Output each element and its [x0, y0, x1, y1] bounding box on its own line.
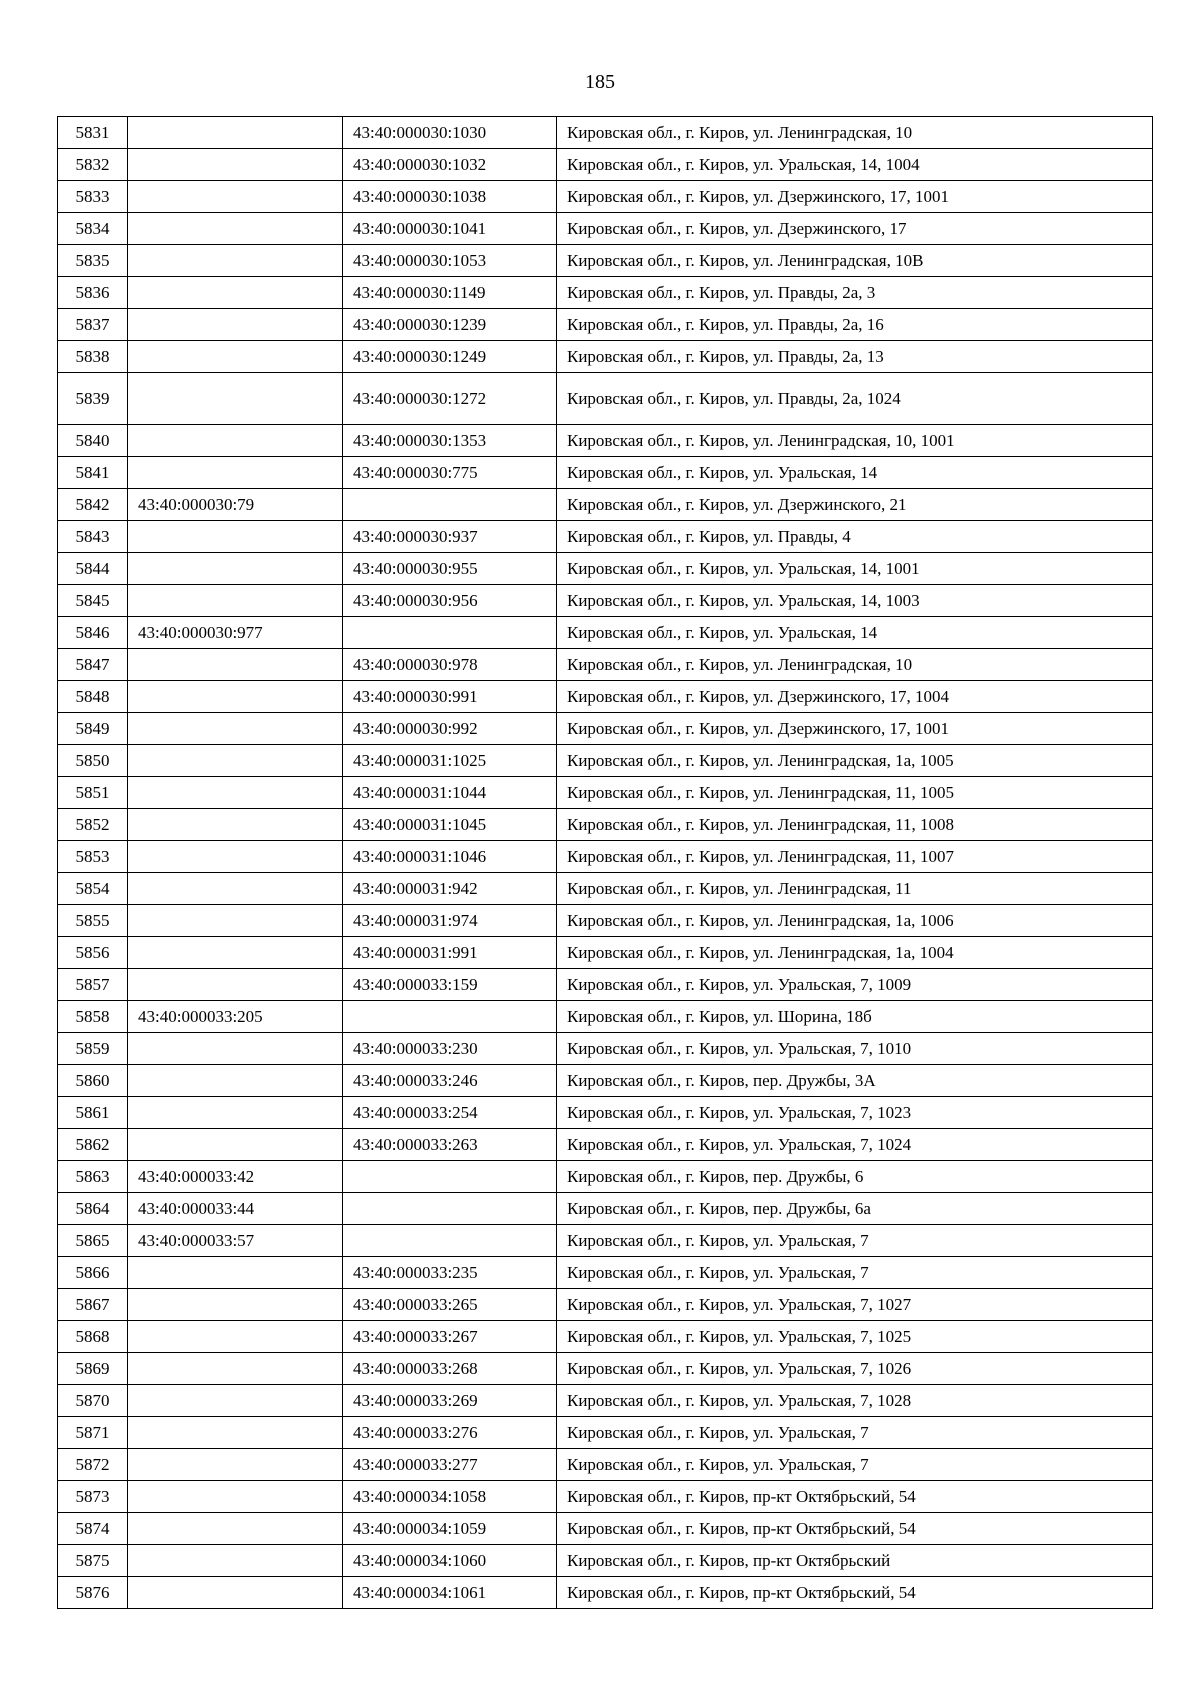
row-number-cell: 5839 [58, 373, 128, 425]
address-cell: Кировская обл., г. Киров, ул. Ленинградская, 10 [557, 117, 1153, 149]
building-cadastral-number-cell: 43:40:000030:1272 [343, 373, 557, 425]
row-number-cell: 5863 [58, 1161, 128, 1193]
parcel-cadastral-number-cell [128, 713, 343, 745]
row-number-cell: 5864 [58, 1193, 128, 1225]
building-cadastral-number-cell: 43:40:000031:1025 [343, 745, 557, 777]
address-cell: Кировская обл., г. Киров, ул. Уральская, 14, 1003 [557, 585, 1153, 617]
address-cell: Кировская обл., г. Киров, пер. Дружбы, 3А [557, 1065, 1153, 1097]
row-number-cell: 5838 [58, 341, 128, 373]
building-cadastral-number-cell: 43:40:000033:263 [343, 1129, 557, 1161]
parcel-cadastral-number-cell [128, 181, 343, 213]
building-cadastral-number-cell: 43:40:000033:267 [343, 1321, 557, 1353]
building-cadastral-number-cell: 43:40:000030:1041 [343, 213, 557, 245]
address-cell: Кировская обл., г. Киров, ул. Уральская, 14 [557, 617, 1153, 649]
page-number: 185 [585, 71, 615, 93]
building-cadastral-number-cell: 43:40:000031:1046 [343, 841, 557, 873]
address-cell: Кировская обл., г. Киров, пр-кт Октябрьский, 54 [557, 1481, 1153, 1513]
address-cell: Кировская обл., г. Киров, ул. Дзержинского, 17, 1001 [557, 181, 1153, 213]
row-number-cell: 5867 [58, 1289, 128, 1321]
address-cell: Кировская обл., г. Киров, ул. Уральская, 7 [557, 1225, 1153, 1257]
address-cell: Кировская обл., г. Киров, ул. Уральская, 14 [557, 457, 1153, 489]
address-cell: Кировская обл., г. Киров, ул. Уральская, 7, 1024 [557, 1129, 1153, 1161]
address-cell: Кировская обл., г. Киров, ул. Уральская, 7, 1009 [557, 969, 1153, 1001]
parcel-cadastral-number-cell [128, 521, 343, 553]
building-cadastral-number-cell: 43:40:000033:159 [343, 969, 557, 1001]
building-cadastral-number-cell: 43:40:000034:1060 [343, 1545, 557, 1577]
registry-table [57, 116, 1153, 1609]
building-cadastral-number-cell: 43:40:000034:1058 [343, 1481, 557, 1513]
building-cadastral-number-cell: 43:40:000030:937 [343, 521, 557, 553]
row-number-cell: 5866 [58, 1257, 128, 1289]
parcel-cadastral-number-cell [128, 873, 343, 905]
row-number-cell: 5859 [58, 1033, 128, 1065]
row-number-cell: 5845 [58, 585, 128, 617]
table-row [58, 649, 1153, 681]
building-cadastral-number-cell: 43:40:000030:956 [343, 585, 557, 617]
building-cadastral-number-cell [343, 1225, 557, 1257]
table-row [58, 617, 1153, 649]
parcel-cadastral-number-cell [128, 1065, 343, 1097]
building-cadastral-number-cell: 43:40:000031:1045 [343, 809, 557, 841]
row-number-cell: 5842 [58, 489, 128, 521]
parcel-cadastral-number-cell: 43:40:000033:42 [128, 1161, 343, 1193]
parcel-cadastral-number-cell [128, 1129, 343, 1161]
building-cadastral-number-cell: 43:40:000033:246 [343, 1065, 557, 1097]
table-row [58, 1257, 1153, 1289]
parcel-cadastral-number-cell [128, 1097, 343, 1129]
address-cell: Кировская обл., г. Киров, ул. Дзержинского, 17, 1004 [557, 681, 1153, 713]
building-cadastral-number-cell: 43:40:000031:942 [343, 873, 557, 905]
address-cell: Кировская обл., г. Киров, ул. Уральская, 7, 1023 [557, 1097, 1153, 1129]
address-cell: Кировская обл., г. Киров, ул. Ленинградская, 1а, 1005 [557, 745, 1153, 777]
row-number-cell: 5871 [58, 1417, 128, 1449]
row-number-cell: 5833 [58, 181, 128, 213]
parcel-cadastral-number-cell [128, 1321, 343, 1353]
row-number-cell: 5832 [58, 149, 128, 181]
row-number-cell: 5857 [58, 969, 128, 1001]
parcel-cadastral-number-cell [128, 745, 343, 777]
parcel-cadastral-number-cell [128, 1577, 343, 1609]
building-cadastral-number-cell: 43:40:000033:269 [343, 1385, 557, 1417]
row-number-cell: 5831 [58, 117, 128, 149]
building-cadastral-number-cell: 43:40:000033:268 [343, 1353, 557, 1385]
row-number-cell: 5835 [58, 245, 128, 277]
building-cadastral-number-cell: 43:40:000033:230 [343, 1033, 557, 1065]
row-number-cell: 5876 [58, 1577, 128, 1609]
table-row [58, 373, 1153, 425]
row-number-cell: 5874 [58, 1513, 128, 1545]
address-cell: Кировская обл., г. Киров, пр-кт Октябрьский, 54 [557, 1513, 1153, 1545]
address-cell: Кировская обл., г. Киров, ул. Ленинградская, 11, 1005 [557, 777, 1153, 809]
table-row [58, 745, 1153, 777]
address-cell: Кировская обл., г. Киров, ул. Уральская, 7, 1028 [557, 1385, 1153, 1417]
table-row [58, 1449, 1153, 1481]
row-number-cell: 5875 [58, 1545, 128, 1577]
address-cell: Кировская обл., г. Киров, ул. Ленинградская, 11, 1008 [557, 809, 1153, 841]
table-row [58, 1513, 1153, 1545]
address-cell: Кировская обл., г. Киров, ул. Ленинградская, 10 [557, 649, 1153, 681]
parcel-cadastral-number-cell [128, 841, 343, 873]
table-row [58, 681, 1153, 713]
table-row [58, 873, 1153, 905]
address-cell: Кировская обл., г. Киров, пер. Дружбы, 6 [557, 1161, 1153, 1193]
row-number-cell: 5870 [58, 1385, 128, 1417]
address-cell: Кировская обл., г. Киров, ул. Дзержинского, 21 [557, 489, 1153, 521]
building-cadastral-number-cell: 43:40:000033:265 [343, 1289, 557, 1321]
table-row [58, 181, 1153, 213]
table-row [58, 809, 1153, 841]
table-row [58, 1161, 1153, 1193]
parcel-cadastral-number-cell [128, 1353, 343, 1385]
table-row [58, 937, 1153, 969]
table-row [58, 1065, 1153, 1097]
parcel-cadastral-number-cell [128, 341, 343, 373]
parcel-cadastral-number-cell [128, 969, 343, 1001]
table-row [58, 1545, 1153, 1577]
table-row [58, 1385, 1153, 1417]
row-number-cell: 5873 [58, 1481, 128, 1513]
parcel-cadastral-number-cell [128, 809, 343, 841]
building-cadastral-number-cell: 43:40:000033:254 [343, 1097, 557, 1129]
building-cadastral-number-cell: 43:40:000030:955 [343, 553, 557, 585]
row-number-cell: 5860 [58, 1065, 128, 1097]
parcel-cadastral-number-cell [128, 585, 343, 617]
parcel-cadastral-number-cell [128, 373, 343, 425]
row-number-cell: 5848 [58, 681, 128, 713]
address-cell: Кировская обл., г. Киров, пр-кт Октябрьский [557, 1545, 1153, 1577]
row-number-cell: 5853 [58, 841, 128, 873]
row-number-cell: 5847 [58, 649, 128, 681]
parcel-cadastral-number-cell [128, 1417, 343, 1449]
address-cell: Кировская обл., г. Киров, пер. Дружбы, 6а [557, 1193, 1153, 1225]
table-row [58, 1353, 1153, 1385]
row-number-cell: 5846 [58, 617, 128, 649]
building-cadastral-number-cell: 43:40:000030:775 [343, 457, 557, 489]
parcel-cadastral-number-cell [128, 1545, 343, 1577]
building-cadastral-number-cell: 43:40:000033:276 [343, 1417, 557, 1449]
parcel-cadastral-number-cell [128, 1289, 343, 1321]
building-cadastral-number-cell [343, 489, 557, 521]
table-row [58, 341, 1153, 373]
parcel-cadastral-number-cell [128, 553, 343, 585]
parcel-cadastral-number-cell: 43:40:000033:44 [128, 1193, 343, 1225]
parcel-cadastral-number-cell [128, 149, 343, 181]
row-number-cell: 5856 [58, 937, 128, 969]
address-cell: Кировская обл., г. Киров, ул. Уральская, 7 [557, 1257, 1153, 1289]
building-cadastral-number-cell: 43:40:000034:1059 [343, 1513, 557, 1545]
table-row [58, 457, 1153, 489]
parcel-cadastral-number-cell [128, 649, 343, 681]
parcel-cadastral-number-cell [128, 457, 343, 489]
building-cadastral-number-cell: 43:40:000031:991 [343, 937, 557, 969]
building-cadastral-number-cell: 43:40:000031:1044 [343, 777, 557, 809]
row-number-cell: 5837 [58, 309, 128, 341]
parcel-cadastral-number-cell [128, 1481, 343, 1513]
building-cadastral-number-cell: 43:40:000031:974 [343, 905, 557, 937]
address-cell: Кировская обл., г. Киров, ул. Ленинградская, 1а, 1006 [557, 905, 1153, 937]
address-cell: Кировская обл., г. Киров, ул. Дзержинского, 17 [557, 213, 1153, 245]
parcel-cadastral-number-cell [128, 905, 343, 937]
row-number-cell: 5843 [58, 521, 128, 553]
address-cell: Кировская обл., г. Киров, ул. Уральская, 7, 1025 [557, 1321, 1153, 1353]
table-row [58, 277, 1153, 309]
building-cadastral-number-cell: 43:40:000030:1030 [343, 117, 557, 149]
table-row [58, 841, 1153, 873]
table-row [58, 713, 1153, 745]
row-number-cell: 5836 [58, 277, 128, 309]
parcel-cadastral-number-cell [128, 277, 343, 309]
address-cell: Кировская обл., г. Киров, ул. Уральская, 7, 1010 [557, 1033, 1153, 1065]
table-row [58, 489, 1153, 521]
row-number-cell: 5865 [58, 1225, 128, 1257]
address-cell: Кировская обл., г. Киров, ул. Ленинградская, 1а, 1004 [557, 937, 1153, 969]
parcel-cadastral-number-cell [128, 1449, 343, 1481]
row-number-cell: 5872 [58, 1449, 128, 1481]
building-cadastral-number-cell: 43:40:000030:1239 [343, 309, 557, 341]
parcel-cadastral-number-cell [128, 117, 343, 149]
parcel-cadastral-number-cell [128, 425, 343, 457]
building-cadastral-number-cell: 43:40:000030:1249 [343, 341, 557, 373]
address-cell: Кировская обл., г. Киров, ул. Правды, 2а, 16 [557, 309, 1153, 341]
table-row [58, 117, 1153, 149]
building-cadastral-number-cell: 43:40:000033:235 [343, 1257, 557, 1289]
parcel-cadastral-number-cell [128, 1513, 343, 1545]
building-cadastral-number-cell: 43:40:000030:991 [343, 681, 557, 713]
parcel-cadastral-number-cell [128, 777, 343, 809]
row-number-cell: 5841 [58, 457, 128, 489]
building-cadastral-number-cell: 43:40:000033:277 [343, 1449, 557, 1481]
parcel-cadastral-number-cell [128, 213, 343, 245]
row-number-cell: 5869 [58, 1353, 128, 1385]
table-row [58, 213, 1153, 245]
address-cell: Кировская обл., г. Киров, ул. Дзержинского, 17, 1001 [557, 713, 1153, 745]
table-row [58, 585, 1153, 617]
address-cell: Кировская обл., г. Киров, ул. Ленинградская, 11, 1007 [557, 841, 1153, 873]
row-number-cell: 5849 [58, 713, 128, 745]
table-row [58, 149, 1153, 181]
table-row [58, 1033, 1153, 1065]
parcel-cadastral-number-cell [128, 937, 343, 969]
table-row [58, 1193, 1153, 1225]
parcel-cadastral-number-cell [128, 1385, 343, 1417]
row-number-cell: 5854 [58, 873, 128, 905]
building-cadastral-number-cell: 43:40:000030:1032 [343, 149, 557, 181]
table-row [58, 245, 1153, 277]
table-row [58, 309, 1153, 341]
building-cadastral-number-cell [343, 1193, 557, 1225]
row-number-cell: 5868 [58, 1321, 128, 1353]
row-number-cell: 5851 [58, 777, 128, 809]
address-cell: Кировская обл., г. Киров, ул. Правды, 4 [557, 521, 1153, 553]
row-number-cell: 5852 [58, 809, 128, 841]
table-row [58, 1097, 1153, 1129]
parcel-cadastral-number-cell [128, 309, 343, 341]
building-cadastral-number-cell: 43:40:000030:1149 [343, 277, 557, 309]
parcel-cadastral-number-cell [128, 1257, 343, 1289]
row-number-cell: 5840 [58, 425, 128, 457]
parcel-cadastral-number-cell [128, 245, 343, 277]
parcel-cadastral-number-cell: 43:40:000030:977 [128, 617, 343, 649]
table-row [58, 1417, 1153, 1449]
parcel-cadastral-number-cell: 43:40:000033:57 [128, 1225, 343, 1257]
row-number-cell: 5855 [58, 905, 128, 937]
parcel-cadastral-number-cell [128, 681, 343, 713]
table-row [58, 1481, 1153, 1513]
address-cell: Кировская обл., г. Киров, ул. Ленинградская, 10В [557, 245, 1153, 277]
address-cell: Кировская обл., г. Киров, ул. Правды, 2а, 1024 [557, 373, 1153, 425]
building-cadastral-number-cell: 43:40:000030:978 [343, 649, 557, 681]
registry-table-body [58, 117, 1153, 1609]
address-cell: Кировская обл., г. Киров, пр-кт Октябрьский, 54 [557, 1577, 1153, 1609]
table-row [58, 1001, 1153, 1033]
address-cell: Кировская обл., г. Киров, ул. Ленинградская, 10, 1001 [557, 425, 1153, 457]
table-row [58, 1321, 1153, 1353]
building-cadastral-number-cell: 43:40:000034:1061 [343, 1577, 557, 1609]
table-row [58, 553, 1153, 585]
row-number-cell: 5861 [58, 1097, 128, 1129]
row-number-cell: 5834 [58, 213, 128, 245]
building-cadastral-number-cell: 43:40:000030:992 [343, 713, 557, 745]
table-row [58, 1225, 1153, 1257]
parcel-cadastral-number-cell: 43:40:000033:205 [128, 1001, 343, 1033]
row-number-cell: 5858 [58, 1001, 128, 1033]
building-cadastral-number-cell [343, 617, 557, 649]
building-cadastral-number-cell [343, 1001, 557, 1033]
address-cell: Кировская обл., г. Киров, ул. Уральская, 14, 1001 [557, 553, 1153, 585]
table-row [58, 905, 1153, 937]
table-row [58, 1129, 1153, 1161]
address-cell: Кировская обл., г. Киров, ул. Ленинградская, 11 [557, 873, 1153, 905]
table-row [58, 425, 1153, 457]
table-row [58, 1577, 1153, 1609]
row-number-cell: 5850 [58, 745, 128, 777]
building-cadastral-number-cell: 43:40:000030:1038 [343, 181, 557, 213]
table-row [58, 969, 1153, 1001]
table-row [58, 1289, 1153, 1321]
building-cadastral-number-cell: 43:40:000030:1053 [343, 245, 557, 277]
address-cell: Кировская обл., г. Киров, ул. Уральская, 14, 1004 [557, 149, 1153, 181]
address-cell: Кировская обл., г. Киров, ул. Уральская, 7 [557, 1449, 1153, 1481]
row-number-cell: 5844 [58, 553, 128, 585]
table-row [58, 521, 1153, 553]
table-row [58, 777, 1153, 809]
address-cell: Кировская обл., г. Киров, ул. Шорина, 18б [557, 1001, 1153, 1033]
building-cadastral-number-cell: 43:40:000030:1353 [343, 425, 557, 457]
address-cell: Кировская обл., г. Киров, ул. Уральская, 7 [557, 1417, 1153, 1449]
parcel-cadastral-number-cell: 43:40:000030:79 [128, 489, 343, 521]
address-cell: Кировская обл., г. Киров, ул. Правды, 2а, 3 [557, 277, 1153, 309]
address-cell: Кировская обл., г. Киров, ул. Уральская, 7, 1026 [557, 1353, 1153, 1385]
address-cell: Кировская обл., г. Киров, ул. Правды, 2а, 13 [557, 341, 1153, 373]
row-number-cell: 5862 [58, 1129, 128, 1161]
address-cell: Кировская обл., г. Киров, ул. Уральская, 7, 1027 [557, 1289, 1153, 1321]
building-cadastral-number-cell [343, 1161, 557, 1193]
parcel-cadastral-number-cell [128, 1033, 343, 1065]
